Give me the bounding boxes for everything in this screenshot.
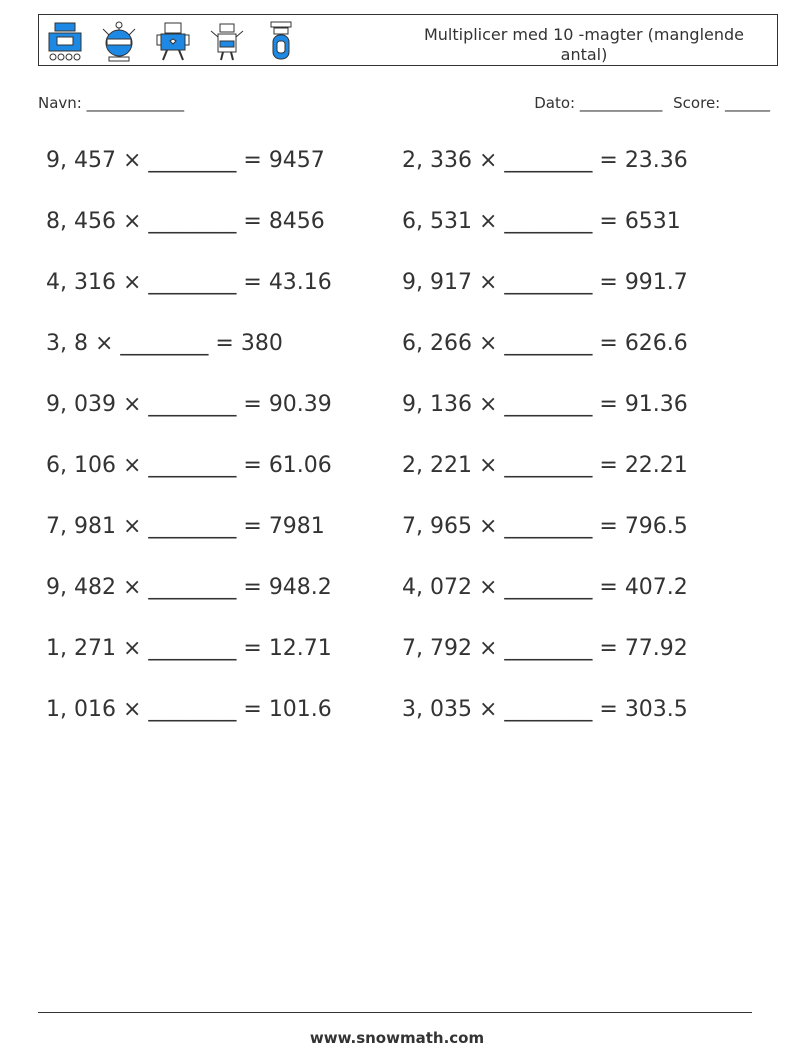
problem-left-7: 7, 981 × ________ = 7981 bbox=[46, 514, 325, 539]
problem-left-10: 1, 016 × ________ = 101.6 bbox=[46, 697, 332, 722]
problem-right-8: 4, 072 × ________ = 407.2 bbox=[402, 575, 688, 600]
robot-icons bbox=[43, 19, 303, 63]
problem-left-5: 9, 039 × ________ = 90.39 bbox=[46, 392, 332, 417]
problem-right-7: 7, 965 × ________ = 796.5 bbox=[402, 514, 688, 539]
problem-right-5: 9, 136 × ________ = 91.36 bbox=[402, 392, 688, 417]
problem-right-6: 2, 221 × ________ = 22.21 bbox=[402, 453, 688, 478]
robot-icon bbox=[151, 19, 195, 63]
problem-left-9: 1, 271 × ________ = 12.71 bbox=[46, 636, 332, 661]
robot-icon bbox=[43, 19, 87, 63]
problem-right-9: 7, 792 × ________ = 77.92 bbox=[402, 636, 688, 661]
problem-right-10: 3, 035 × ________ = 303.5 bbox=[402, 697, 688, 722]
score-field: Score: ______ bbox=[673, 94, 770, 112]
problem-right-2: 6, 531 × ________ = 6531 bbox=[402, 209, 681, 234]
problem-left-2: 8, 456 × ________ = 8456 bbox=[46, 209, 325, 234]
robot-icon bbox=[97, 19, 141, 63]
date-score bbox=[528, 94, 770, 112]
problem-left-3: 4, 316 × ________ = 43.16 bbox=[46, 270, 332, 295]
robot-icon bbox=[259, 19, 303, 63]
problem-left-4: 3, 8 × ________ = 380 bbox=[46, 331, 283, 356]
robot-icon bbox=[205, 19, 249, 63]
problem-left-8: 9, 482 × ________ = 948.2 bbox=[46, 575, 332, 600]
header-box bbox=[38, 14, 778, 66]
problem-right-3: 9, 917 × ________ = 991.7 bbox=[402, 270, 688, 295]
problem-left-6: 6, 106 × ________ = 61.06 bbox=[46, 453, 332, 478]
footer-url: www.snowmath.com bbox=[309, 1029, 485, 1047]
worksheet-title: Multiplicer med 10 -magter (manglende antal) bbox=[423, 25, 745, 64]
footer-divider bbox=[38, 1012, 752, 1013]
problem-right-4: 6, 266 × ________ = 626.6 bbox=[402, 331, 688, 356]
date-field: Dato: ___________ bbox=[534, 94, 663, 112]
name-field: Navn: _____________ bbox=[38, 94, 185, 112]
problem-right-1: 2, 336 × ________ = 23.36 bbox=[402, 148, 688, 173]
problem-left-1: 9, 457 × ________ = 9457 bbox=[46, 148, 325, 173]
